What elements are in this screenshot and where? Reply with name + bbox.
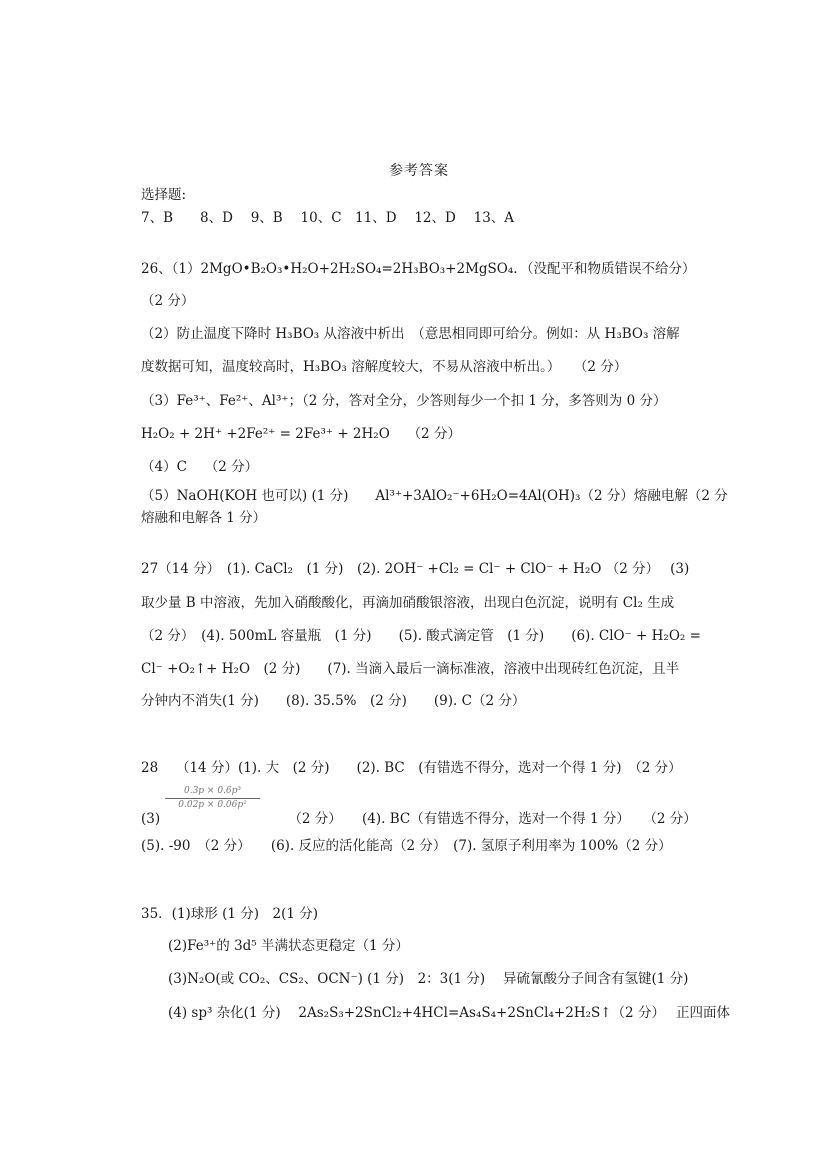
q27-line-2: 取少量 B 中溶液，先加入硝酸酸化，再滴加硝酸银溶液，出现白色沉淀，说明有 Cl₂ 生成 (141, 595, 675, 611)
q28-line-2: (3) （2 分） (4). BC（有错选不得分，选对一个得 1 分） （2 分） (141, 811, 697, 827)
q28-line-3: (5). -90 （2 分） (6). 反应的活化能高（2 分） (7). 氢原子利用率为 100%（2 分） (141, 838, 672, 854)
q27-line-4: Cl⁻ +O₂↑+ H₂O (2 分) (7). 当滴入最后一滴标准液，溶液中出现砖红色沉淀，且半 (141, 661, 680, 677)
q26-line-7: （4）C （2 分） (141, 459, 259, 475)
q28-line-1: 28 （14 分）(1). 大 (2 分) (2). BC (有错选不得分，选对一个得 1 分) （2 分） (141, 760, 682, 776)
q26-line-4: 度数据可知，温度较高时，H₃BO₃ 溶解度较大，不易从溶液中析出。） （2 分） (141, 359, 628, 375)
q27-line-3: （2 分） (4). 500mL 容量瓶 (1 分) (5). 酸式滴定管 (1 分) (6). ClO⁻ + H₂O₂ = (141, 628, 701, 644)
q26-line-3: （2）防止温度下降时 H₃BO₃ 从溶液中析出 （意思相同即可给分。例如：从 H₃BO₃ 溶解 (141, 326, 680, 342)
page-title: 参考答案 (389, 163, 449, 179)
kp-numerator: 0.3p × 0.6p³ (165, 786, 260, 799)
q27-line-1: 27（14 分） (1). CaCl₂ (1 分) (2). 2OH⁻ +Cl₂ = Cl⁻ + ClO⁻ + H₂O （2 分） (3) (141, 561, 690, 577)
q26-line-2: （2 分） (141, 293, 195, 309)
kp-fraction (165, 786, 260, 811)
q27-line-5: 分钟内不消失(1 分) (8). 35.5% (2 分) (9). C（2 分） (141, 693, 526, 709)
q26-line-5: （3）Fe³⁺、Fe²⁺、Al³⁺；（2 分，答对全分，少答则每少一个扣 1 分，多答则为 0 分） (141, 393, 667, 409)
q26-line-8: （5）NaOH(KOH 也可以) (1 分) Al³⁺+3AlO₂⁻+6H₂O=4Al(OH)₃（2 分）熔融电解（2 分 (141, 488, 728, 504)
q35-line-4: (4) sp³ 杂化(1 分) 2As₂S₃+2SnCl₂+4HCl=As₄S₄+2SnCl₄+2H₂S↑（2 分） 正四面体 (168, 1005, 730, 1021)
q26-line-9: 熔融和电解各 1 分） (141, 510, 267, 526)
q26-line-1: 26、（1）2MgO•B₂O₃•H₂O+2H₂SO₄=2H₃BO₃+2MgSO₄．（没配平和物质错误不给分） (141, 261, 696, 277)
mc-heading: 选择题: (141, 187, 187, 203)
q26-line-6: H₂O₂ + 2H⁺ +2Fe²⁺ = 2Fe³⁺ + 2H₂O （2 分） (141, 426, 461, 442)
kp-denominator: 0.02p × 0.06p² (178, 800, 247, 810)
q35-line-2: (2)Fe³⁺的 3d⁵ 半满状态更稳定（1 分） (168, 938, 409, 954)
q35-line-3: (3)N₂O(或 CO₂、CS₂、OCN⁻) (1 分) 2：3(1 分) 异硫氰酸分子间含有氢键(1 分) (168, 971, 689, 987)
q35-line-1: 35．(1)球形 (1 分) 2(1 分) (141, 906, 319, 922)
mc-answers: 7、B 8、D 9、B 10、C 11、D 12、D 13、A (141, 210, 515, 226)
